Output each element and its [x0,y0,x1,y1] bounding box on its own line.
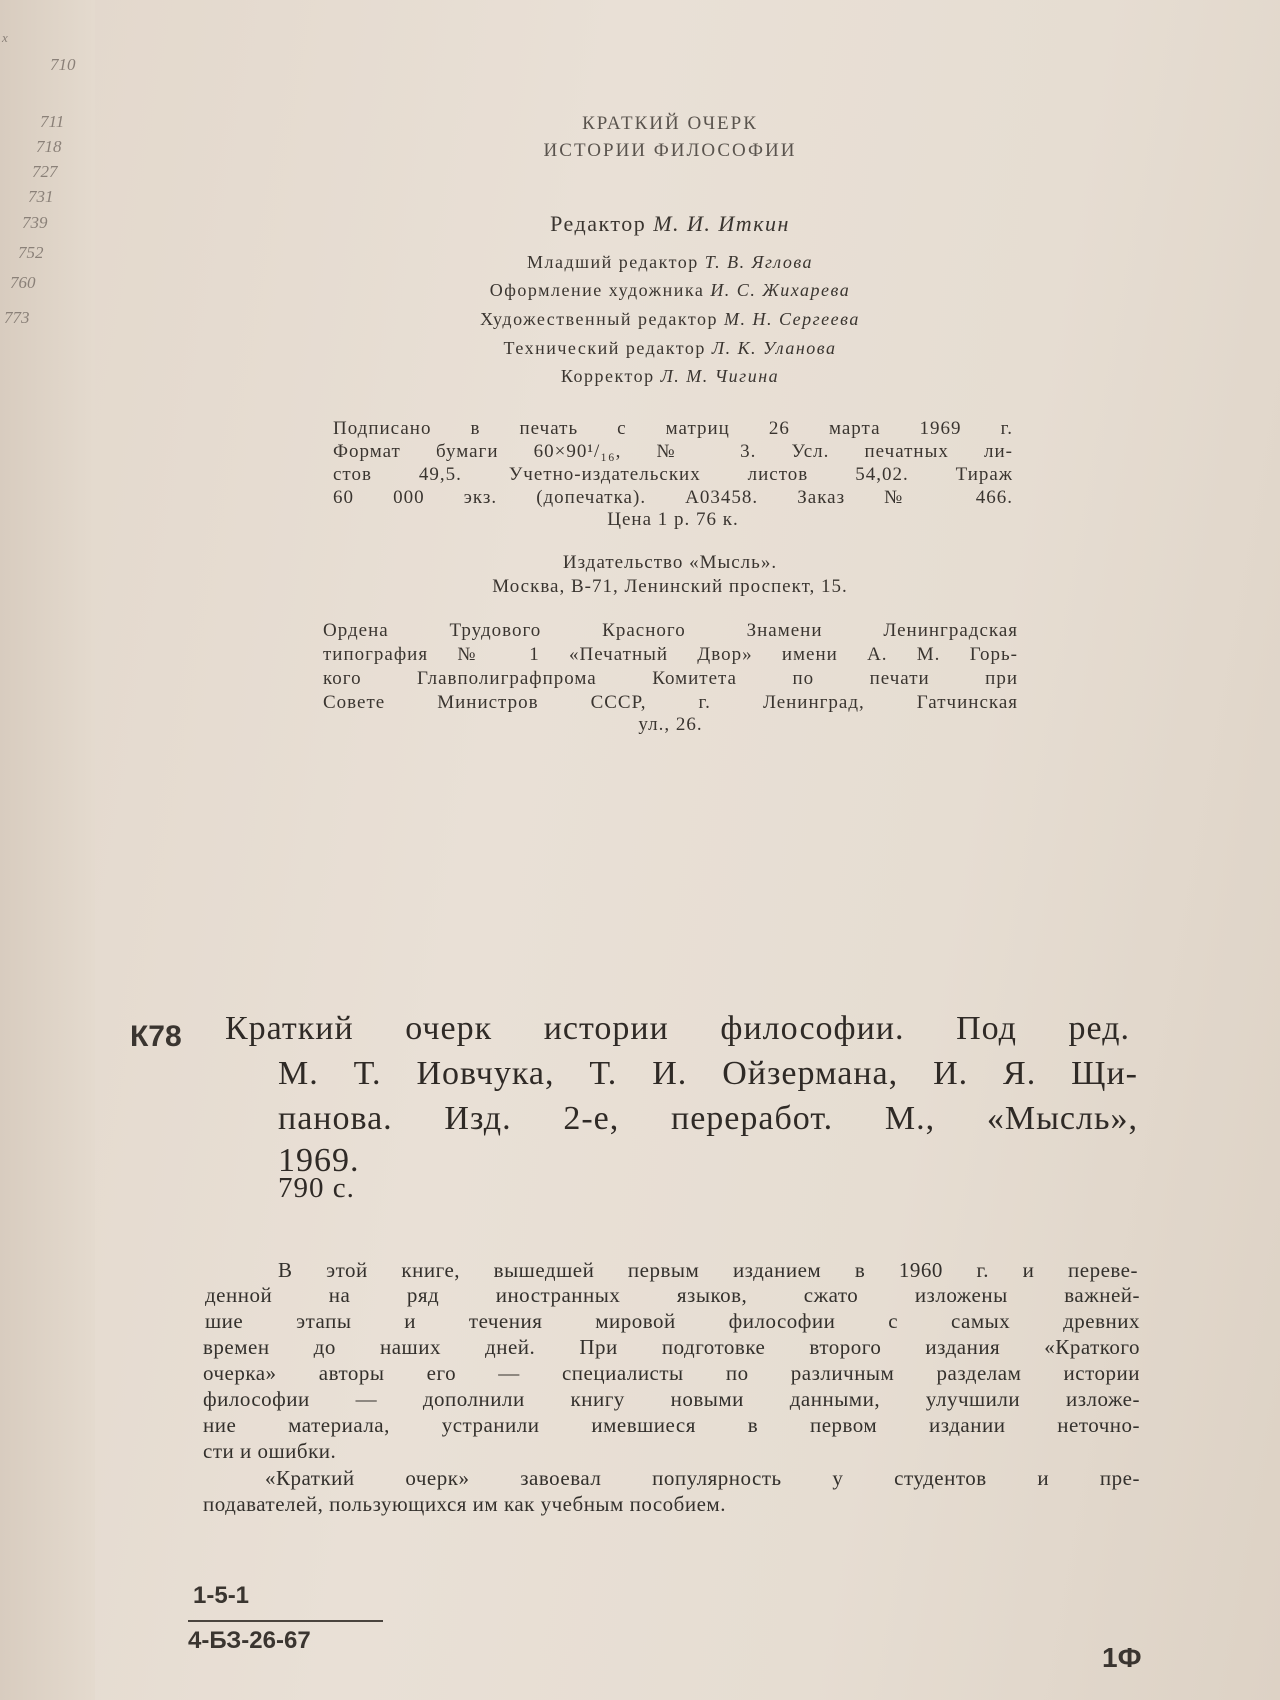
credit-line [400,366,940,387]
printer-line: ул., 26. [638,714,703,735]
index-code-divider [188,1620,383,1622]
credit-name: Т. В. Яглова [704,252,814,272]
price-line: Цена 1 р. 76 к. [607,509,739,530]
margin-mark: x [2,30,8,45]
annotation-line: подавателей, пользующихся им как учебным пособием. [203,1492,726,1516]
margin-page-number: 731 [28,187,54,206]
editor-line [470,211,870,237]
credit-line [400,280,940,301]
credit-name: Л. М. Чигина [660,366,780,386]
annotation-line: «Краткий очерк» завоевал популярность у студентов и пре- [265,1466,1140,1490]
printer-line: кого Главполиграфпрома Комитета по печати при [323,668,1018,689]
facing-page-edge [0,0,95,1700]
index-code-bottom: 4-БЗ-26-67 [188,1627,311,1654]
annotation-line: В этой книге, вышедшей первым изданием в 1960 г. и переве- [278,1258,1138,1282]
credit-role: Художественный редактор [480,309,719,329]
sheet-mark: 1Ф [1102,1642,1142,1673]
credit-role: Младший редактор [526,252,699,272]
catalog-code: К78 [130,1020,182,1053]
book-title-line-1: КРАТКИЙ ОЧЕРК [582,113,758,134]
annotation-line: шие этапы и течения мировой философии с самых древних [205,1309,1140,1333]
annotation-line: времен до наших дней. При подготовке второго издания «Краткого [203,1335,1140,1359]
margin-page-number: 711 [40,112,65,131]
annotation-line: сти и ошибки. [203,1439,337,1463]
index-code-top: 1-5-1 [193,1582,250,1609]
printer-line: Ордена Трудового Красного Знамени Ленинградская [323,620,1018,641]
credit-role: Корректор [560,366,655,386]
credit-line [400,338,940,359]
imprint-line: стов 49,5. Учетно-издательских листов 54,02. Тираж [333,464,1013,485]
imprint-line: 60 000 экз. (допечатка). А03458. Заказ № 466. [333,487,1013,508]
credit-line [400,252,940,273]
imprint-line: Подписано в печать с матриц 26 марта 1969 г. [333,418,1013,439]
editor-role: Редактор [550,211,647,236]
margin-page-number: 760 [10,273,36,292]
catalog-line: Краткий очерк истории философии. Под ред. [225,1010,1130,1047]
annotation-line: ние материала, устранили имевшиеся в первом издании неточно- [203,1413,1140,1437]
publisher-address: Москва, В-71, Ленинский проспект, 15. [492,576,848,597]
catalog-line: М. Т. Иовчука, Т. И. Ойзермана, И. Я. Щи- [278,1055,1138,1092]
printer-line: Совете Министров СССР, г. Ленинград, Гатчинская [323,692,1018,713]
credit-role: Оформление художника [489,280,705,300]
credit-name: Л. К. Уланова [711,338,837,358]
page-count: 790 с. [278,1172,355,1204]
publisher-name: Издательство «Мысль». [562,552,778,573]
margin-page-number: 752 [18,243,44,262]
credit-role: Технический редактор [503,338,706,358]
editor-name: М. И. Иткин [653,211,790,236]
annotation-line: философии — дополнили книгу новыми данными, улучшили изложе- [203,1387,1140,1411]
imprint-line: Формат бумаги 60×90¹/₁₆, № 3. Усл. печатных ли- [333,441,1013,462]
credit-name: И. С. Жихарева [710,280,851,300]
book-title-line-2: ИСТОРИИ ФИЛОСОФИИ [543,140,797,161]
catalog-line: 1969. [278,1142,360,1179]
printer-line: типография № 1 «Печатный Двор» имени А. М. Горь- [323,644,1018,665]
annotation-line: денной на ряд иностранных языков, сжато изложены важней- [205,1283,1140,1307]
margin-page-number: 710 [50,55,76,74]
margin-page-number: 739 [22,213,48,232]
credit-line [400,309,940,330]
margin-page-number: 727 [32,162,58,181]
annotation-line: очерка» авторы его — специалисты по различным разделам истории [203,1361,1140,1385]
credit-name: М. Н. Сергеева [724,309,860,329]
catalog-line: панова. Изд. 2-е, переработ. М., «Мысль», [278,1100,1138,1137]
margin-page-number: 773 [4,308,30,327]
margin-page-number: 718 [36,137,62,156]
